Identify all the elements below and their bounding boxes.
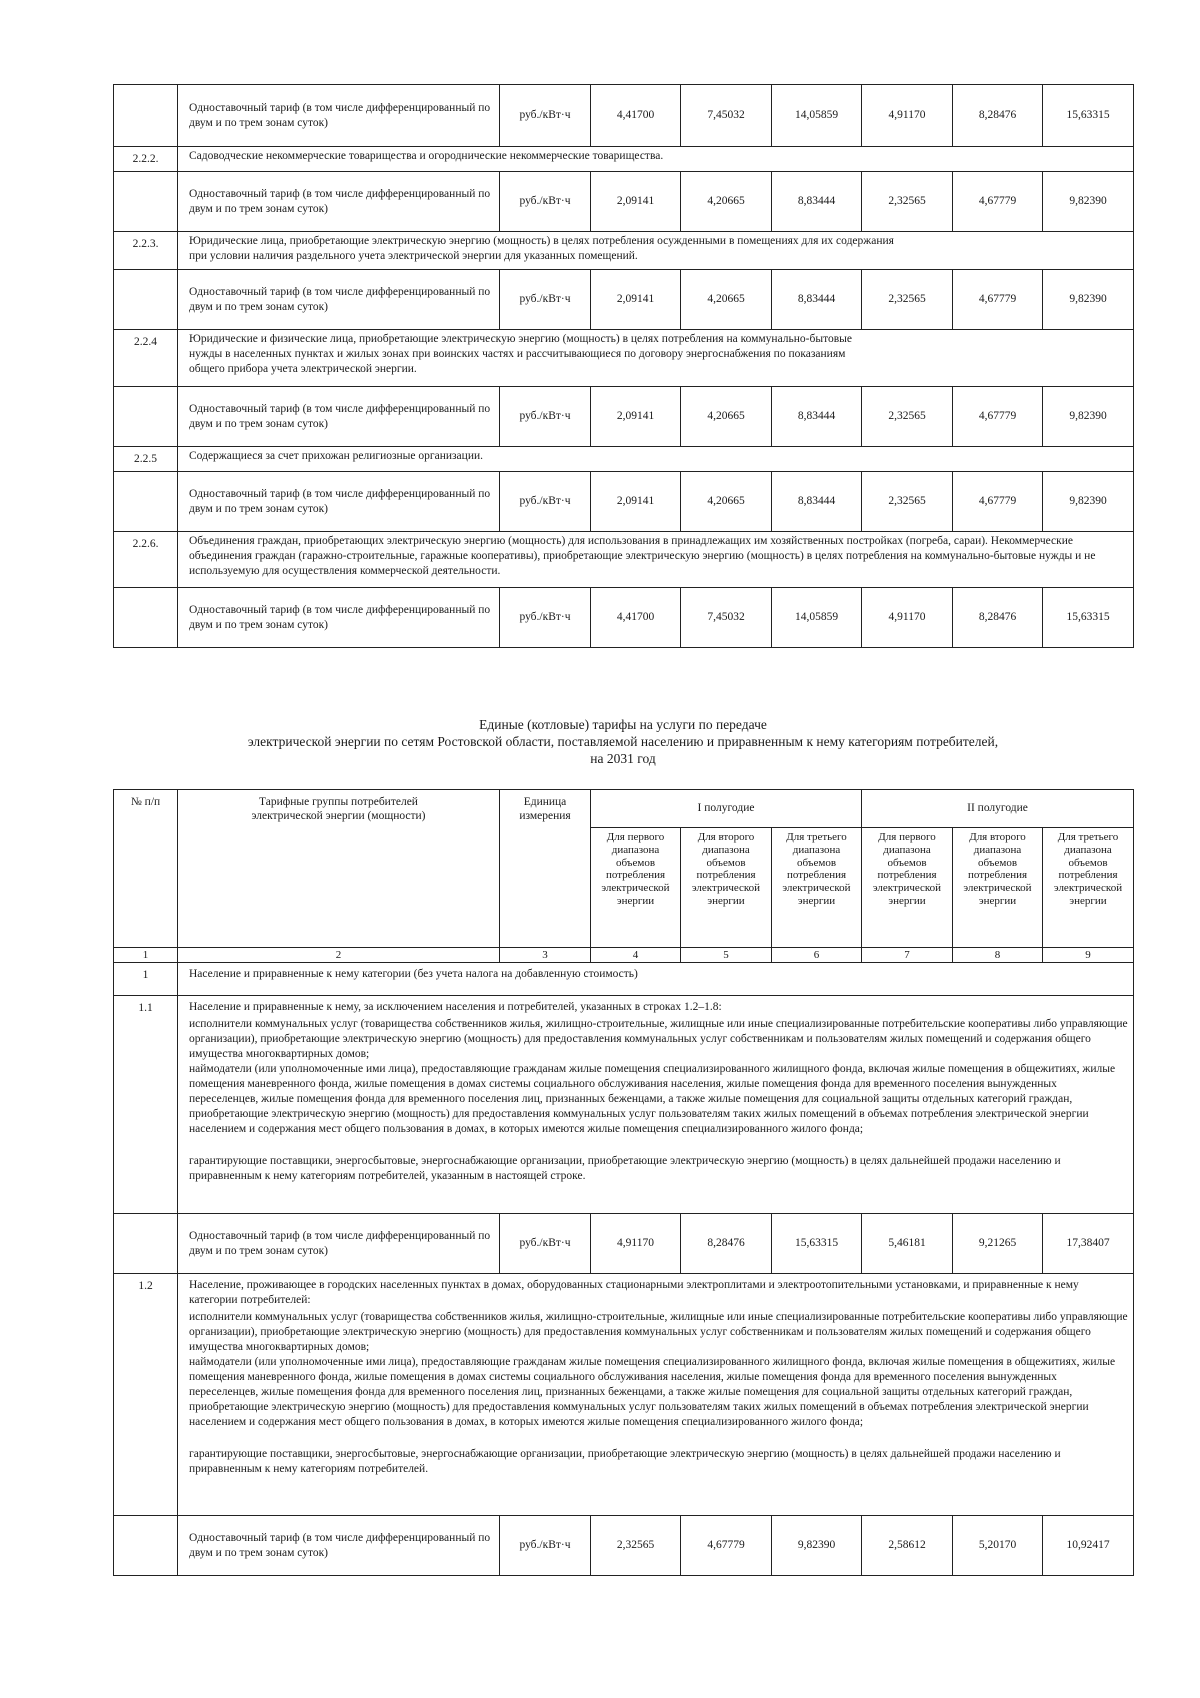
row-number-cell <box>114 472 178 532</box>
section-description: Объединения граждан, приобретающих электрическую энергию (мощность) для использования в принадлежащих им хозяйственных постройках (погреба, сараи). Некоммерческие объединения граждан (гаражно-строительные, гаражные кооперативы), приобретающие электрическую энергию (мощность) в целях потребления на коммунально-бытовые нужды и не используемую для осуществления коммерческой деятельности. <box>178 532 1134 588</box>
tariff-table-2031 <box>113 789 1134 1576</box>
rate-cell: 4,91170 <box>862 85 953 147</box>
description-paragraph: Население, проживающее в городских населенных пунктах в домах, оборудованных стационарными электроплитами и электроотопительными установками, и приравненные к нему категории потребителей: <box>189 1279 1079 1306</box>
rate-cell: 2,09141 <box>591 387 681 447</box>
tariff-label: Одноставочный тариф (в том числе дифференцированный по двум и по трем зонам суток) <box>178 1214 500 1274</box>
section-description <box>178 996 1134 1214</box>
unit-cell: руб./кВт·ч <box>500 588 591 648</box>
row-number-cell <box>114 172 178 232</box>
rate-cell: 4,91170 <box>591 1214 681 1274</box>
section-description: Население и приравненные к нему категории (без учета налога на добавленную стоимость) <box>178 963 1134 996</box>
rate-cell: 17,38407 <box>1043 1214 1134 1274</box>
column-index: 1 <box>114 948 178 963</box>
header-groups: Тарифные группы потребителей электрической энергии (мощности) <box>178 790 500 948</box>
header-half-year-2: II полугодие <box>862 790 1134 828</box>
unit-cell: руб./кВт·ч <box>500 270 591 330</box>
row-number-cell <box>114 588 178 648</box>
section-description: Юридические лица, приобретающие электрическую энергию (мощность) в целях потребления осужденными в помещениях для их содержания при условии наличия раздельного учета электрической энергии для указанных помещений. <box>178 232 1134 270</box>
rate-cell: 9,21265 <box>953 1214 1043 1274</box>
tariff-label: Одноставочный тариф (в том числе дифференцированный по двум и по трем зонам суток) <box>178 387 500 447</box>
rate-cell: 4,20665 <box>681 472 772 532</box>
description-paragraph: наймодатели (или уполномоченные ими лица), предоставляющие гражданам жилые помещения специализированного жилищного фонда, включая жилые помещения в общежитиях, жилые помещения маневренного фонда, жилые помещения в домах системы социального обслуживания населения, жилые помещения фонда для временного поселения вынужденных переселенцев, жилые помещения фонда для временного поселения лиц, признанных беженцами, а также жилые помещения для социальной защиты отдельных категорий граждан, приобретающие электрическую энергию (мощность) для предоставления коммунальных услуг пользователям таких жилых помещений в объемах потребления электрической энергии населением и содержания мест общего пользования в домах, в которых имеются жилые помещения специализированного жилого фонда; <box>189 1063 1116 1135</box>
tariff-label: Одноставочный тариф (в том числе дифференцированный по двум и по трем зонам суток) <box>178 472 500 532</box>
range-header: Для второго диапазона объемов потребления электрической энергии <box>953 828 1043 948</box>
tariff-row <box>114 472 1134 532</box>
section-description: Содержащиеся за счет прихожан религиозные организации. <box>178 447 1134 472</box>
rate-cell: 4,41700 <box>591 85 681 147</box>
section-row <box>114 447 1134 472</box>
section-number: 1.1 <box>114 996 178 1214</box>
rate-cell: 9,82390 <box>1043 172 1134 232</box>
section-description: Юридические и физические лица, приобретающие электрическую энергию (мощность) в целях потребления на коммунально-бытовые нужды в населенных пунктах и жилых зонах при воинских частях и рассчитывающиеся по договору энергоснабжения по показаниям общего прибора учета электрической энергии. <box>178 330 1134 387</box>
section-number: 2.2.6. <box>114 532 178 588</box>
tariff-row <box>114 588 1134 648</box>
rate-cell: 15,63315 <box>772 1214 862 1274</box>
rate-cell: 2,09141 <box>591 172 681 232</box>
column-index: 6 <box>772 948 862 963</box>
tariff-label: Одноставочный тариф (в том числе дифференцированный по двум и по трем зонам суток) <box>178 270 500 330</box>
section-row <box>114 330 1134 387</box>
range-header: Для первого диапазона объемов потребления электрической энергии <box>591 828 681 948</box>
tariff-row <box>114 270 1134 330</box>
rate-cell: 14,05859 <box>772 85 862 147</box>
rate-cell: 9,82390 <box>772 1516 862 1576</box>
section-description: Садоводческие некоммерческие товарищества и огороднические некоммерческие товарищества. <box>178 147 1134 172</box>
description-paragraph: наймодатели (или уполномоченные ими лица), предоставляющие гражданам жилые помещения специализированного жилищного фонда, включая жилые помещения в общежитиях, жилые помещения маневренного фонда, жилые помещения в домах системы социального обслуживания населения, жилые помещения фонда для временного поселения вынужденных переселенцев, жилые помещения фонда для временного поселения лиц, признанных беженцами, а также жилые помещения для социальной защиты отдельных категорий граждан, приобретающие электрическую энергию (мощность) для предоставления коммунальных услуг пользователям таких жилых помещений в объемах потребления электрической энергии населением и содержания мест общего пользования в домах, в которых имеются жилые помещения специализированного жилого фонда; <box>189 1356 1116 1428</box>
tariff-label: Одноставочный тариф (в том числе дифференцированный по двум и по трем зонам суток) <box>178 172 500 232</box>
rate-cell: 4,20665 <box>681 172 772 232</box>
rate-cell: 8,83444 <box>772 270 862 330</box>
unit-cell: руб./кВт·ч <box>500 472 591 532</box>
rate-cell: 8,28476 <box>681 1214 772 1274</box>
header-row <box>114 790 1134 828</box>
row-number-cell <box>114 387 178 447</box>
rate-cell: 8,83444 <box>772 387 862 447</box>
description-paragraph: гарантирующие поставщики, энергосбытовые, энергоснабжающие организации, приобретающие электрическую энергию (мощность) в целях дальнейшей продажи населению и приравненным к нему категориям потребителей, указанным в настоящей строке. <box>189 1155 1061 1182</box>
tariff-table-continued <box>113 84 1134 648</box>
rate-cell: 10,92417 <box>1043 1516 1134 1576</box>
rate-cell: 4,41700 <box>591 588 681 648</box>
header-unit: Единица измерения <box>500 790 591 948</box>
column-index: 3 <box>500 948 591 963</box>
column-index: 2 <box>178 948 500 963</box>
row-number-cell <box>114 270 178 330</box>
description-paragraph: гарантирующие поставщики, энергосбытовые, энергоснабжающие организации, приобретающие электрическую энергию (мощность) в целях дальнейшей продажи населению и приравненным к нему категориям потребителей. <box>189 1448 1061 1475</box>
rate-cell: 9,82390 <box>1043 270 1134 330</box>
tariff-label: Одноставочный тариф (в том числе дифференцированный по двум и по трем зонам суток) <box>178 85 500 147</box>
rate-cell: 14,05859 <box>772 588 862 648</box>
range-header: Для первого диапазона объемов потребления электрической энергии <box>862 828 953 948</box>
row-number-cell <box>114 1214 178 1274</box>
rate-cell: 4,67779 <box>953 472 1043 532</box>
rate-cell: 15,63315 <box>1043 85 1134 147</box>
column-index-row <box>114 948 1134 963</box>
tariff-row <box>114 1214 1134 1274</box>
section-number: 2.2.5 <box>114 447 178 472</box>
unit-cell: руб./кВт·ч <box>500 1516 591 1576</box>
rate-cell: 4,20665 <box>681 387 772 447</box>
header-half-year-1: I полугодие <box>591 790 862 828</box>
title-line: электрической энергии по сетям Ростовской области, поставляемой населению и приравненным к нему категориям потребителей, <box>247 734 999 749</box>
row-number-cell <box>114 85 178 147</box>
rate-cell: 9,82390 <box>1043 387 1134 447</box>
rate-cell: 8,28476 <box>953 588 1043 648</box>
rate-cell: 4,67779 <box>681 1516 772 1576</box>
section-number: 2.2.2. <box>114 147 178 172</box>
rate-cell: 4,67779 <box>953 387 1043 447</box>
column-index: 4 <box>591 948 681 963</box>
rate-cell: 9,82390 <box>1043 472 1134 532</box>
tariff-label: Одноставочный тариф (в том числе дифференцированный по двум и по трем зонам суток) <box>178 588 500 648</box>
row-number-cell <box>114 1516 178 1576</box>
section-row <box>114 996 1134 1214</box>
tariff-label: Одноставочный тариф (в том числе дифференцированный по двум и по трем зонам суток) <box>178 1516 500 1576</box>
tariff-row <box>114 172 1134 232</box>
rate-cell: 2,09141 <box>591 270 681 330</box>
rate-cell: 2,09141 <box>591 472 681 532</box>
range-header: Для второго диапазона объемов потребления электрической энергии <box>681 828 772 948</box>
tariff-row <box>114 1516 1134 1576</box>
rate-cell: 2,32565 <box>591 1516 681 1576</box>
unit-cell: руб./кВт·ч <box>500 85 591 147</box>
range-header: Для третьего диапазона объемов потребления электрической энергии <box>1043 828 1134 948</box>
section-row <box>114 532 1134 588</box>
rate-cell: 4,91170 <box>862 588 953 648</box>
section-row <box>114 232 1134 270</box>
description-paragraph: Население и приравненные к нему, за исключением населения и потребителей, указанных в строках 1.2–1.8: <box>189 1001 722 1013</box>
header-number: № п/п <box>114 790 178 948</box>
unit-cell: руб./кВт·ч <box>500 172 591 232</box>
column-index: 9 <box>1043 948 1134 963</box>
title-line: Единые (котловые) тарифы на услуги по передаче <box>479 717 767 732</box>
rate-cell: 4,20665 <box>681 270 772 330</box>
tariff-row <box>114 387 1134 447</box>
rate-cell: 8,83444 <box>772 172 862 232</box>
section-number: 2.2.3. <box>114 232 178 270</box>
section-number: 1.2 <box>114 1274 178 1516</box>
document-title <box>113 716 1133 767</box>
rate-cell: 8,28476 <box>953 85 1043 147</box>
rate-cell: 7,45032 <box>681 85 772 147</box>
unit-cell: руб./кВт·ч <box>500 387 591 447</box>
rate-cell: 5,20170 <box>953 1516 1043 1576</box>
column-index: 7 <box>862 948 953 963</box>
rate-cell: 2,32565 <box>862 270 953 330</box>
rate-cell: 7,45032 <box>681 588 772 648</box>
section-row <box>114 1274 1134 1516</box>
section-number: 1 <box>114 963 178 996</box>
column-index: 5 <box>681 948 772 963</box>
column-index: 8 <box>953 948 1043 963</box>
rate-cell: 15,63315 <box>1043 588 1134 648</box>
rate-cell: 8,83444 <box>772 472 862 532</box>
rate-cell: 2,32565 <box>862 172 953 232</box>
section-number: 2.2.4 <box>114 330 178 387</box>
rate-cell: 4,67779 <box>953 172 1043 232</box>
tariff-row <box>114 85 1134 147</box>
title-line: на 2031 год <box>590 751 656 766</box>
rate-cell: 2,32565 <box>862 387 953 447</box>
description-paragraph: исполнители коммунальных услуг (товарищества собственников жилья, жилищно-строительные, жилищные или иные специализированные потребительские кооперативы либо управляющие организации), приобретающие электрическую энергию (мощность) для предоставления коммунальных услуг собственникам и пользователям жилых помещений и содержания общего имущества многоквартирных домов; <box>189 1311 1128 1353</box>
rate-cell: 2,32565 <box>862 472 953 532</box>
rate-cell: 4,67779 <box>953 270 1043 330</box>
description-paragraph: исполнители коммунальных услуг (товарищества собственников жилья, жилищно-строительные, жилищные или иные специализированные потребительские кооперативы либо управляющие организации), приобретающие электрическую энергию (мощность) для предоставления коммунальных услуг собственникам и пользователям жилых помещений и содержания общего имущества многоквартирных домов; <box>189 1018 1128 1060</box>
unit-cell: руб./кВт·ч <box>500 1214 591 1274</box>
rate-cell: 5,46181 <box>862 1214 953 1274</box>
section-description <box>178 1274 1134 1516</box>
section-row <box>114 963 1134 996</box>
rate-cell: 2,58612 <box>862 1516 953 1576</box>
range-header: Для третьего диапазона объемов потребления электрической энергии <box>772 828 862 948</box>
section-row <box>114 147 1134 172</box>
